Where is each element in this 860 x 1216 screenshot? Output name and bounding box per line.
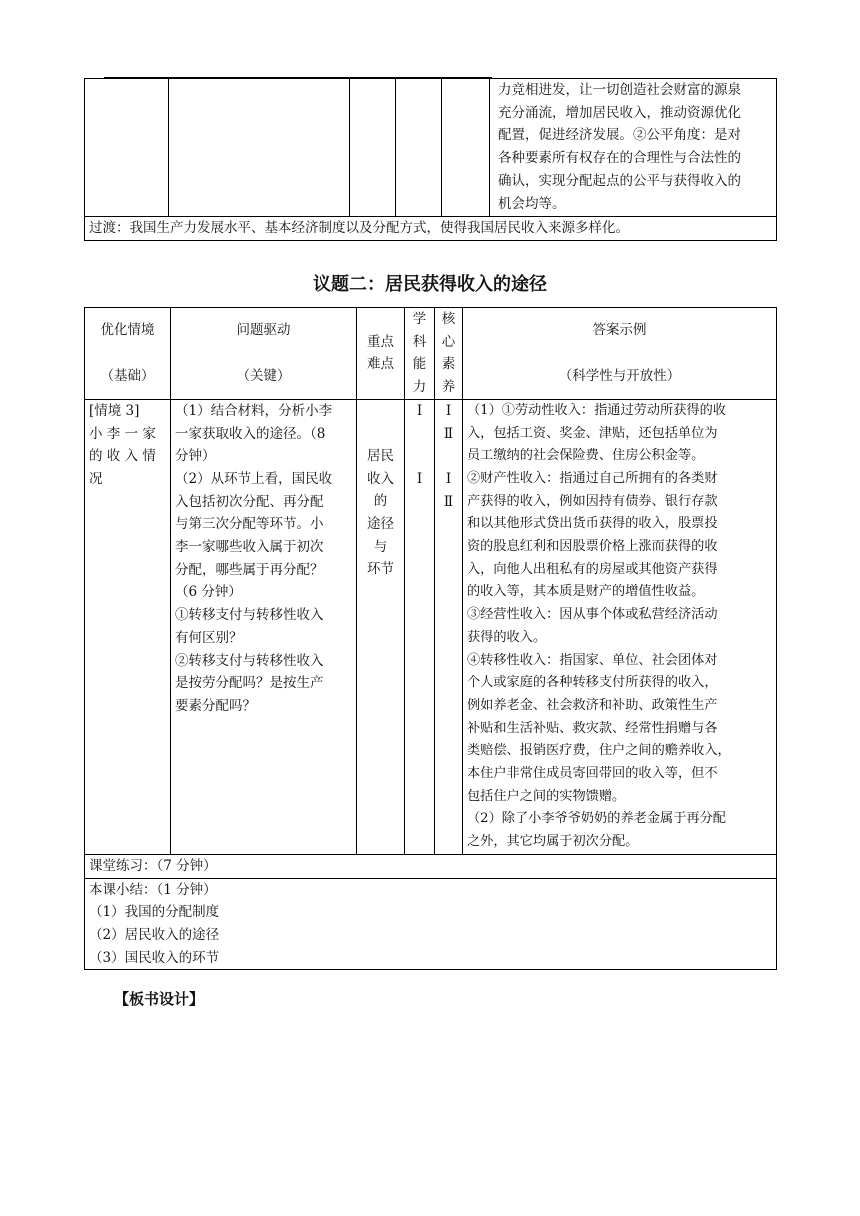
summary-item: （3）国民收入的环节	[89, 949, 220, 966]
answer-line: 类赔偿、报销医疗费，住户之间的赡养收入，	[467, 743, 731, 759]
literacy-mark: Ⅰ	[445, 402, 452, 419]
answer-line: ④转移性收入：指国家、单位、社会团体对	[467, 652, 718, 668]
header-text: 优化情境	[100, 322, 155, 339]
header-literacy	[435, 308, 463, 400]
answer-line: 资的股息红利和因股票价格上涨而获得的收	[467, 539, 718, 555]
header-text: 力	[412, 379, 427, 396]
question-line: ②转移支付与转移性收入	[175, 652, 324, 669]
header-text: （科学性与开放性）	[558, 367, 681, 384]
header-text: 重点	[367, 333, 394, 350]
question-line: 是按劳分配吗？是按生产	[175, 675, 324, 692]
answer-line: ②财产性收入：指通过自己所拥有的各类财	[467, 470, 718, 486]
header-text: 能	[412, 356, 427, 373]
header-text: 素	[441, 356, 456, 373]
header-key-points	[357, 308, 405, 400]
literacy-mark: Ⅱ	[443, 425, 454, 442]
answer-line: 机会均等。	[498, 195, 566, 212]
literacy-mark: Ⅱ	[443, 493, 454, 510]
answer-line: 确认，实现分配起点的公平与获得收入的	[498, 172, 741, 189]
situation-line: 的 收 入 情	[89, 448, 156, 465]
header-text: 养	[441, 379, 456, 396]
key-point-line: 的	[373, 493, 388, 510]
header-text: 问题驱动	[236, 322, 291, 339]
practice-row: 课堂练习：（7 分钟）	[85, 854, 777, 878]
header-text: （基础）	[100, 367, 155, 384]
header-text: 科	[412, 333, 427, 350]
answer-line: ③经营性收入：因从事个体或私营经济活动	[467, 607, 718, 623]
answer-line: 配置，促进经济发展。②公平角度：是对	[498, 127, 741, 144]
header-text: 心	[441, 333, 456, 350]
header-question	[171, 308, 357, 400]
cell-empty-1	[85, 79, 169, 217]
answer-line: 获得的收入。	[467, 629, 547, 645]
question-line: （6 分钟）	[175, 584, 242, 601]
question-line: 分配，哪些属于再分配？	[175, 561, 324, 578]
question-line: 分钟）	[175, 448, 216, 465]
literacy-mark: Ⅰ	[445, 470, 452, 487]
answer-line: （1）①劳动性收入：指通过劳动所获得的收	[467, 402, 726, 418]
answer-line: 充分涌流，增加居民收入，推动资源优化	[498, 104, 741, 121]
answer-line: 例如养老金、社会救济和补助、政策性生产	[467, 697, 718, 713]
key-point-line: 环节	[367, 561, 394, 578]
question-line: 李一家哪些收入属于初次	[175, 539, 324, 556]
header-answer	[463, 308, 777, 400]
header-text: 学	[412, 311, 427, 327]
question-cell	[171, 399, 357, 854]
summary-title: 本课小结：（1 分钟）	[89, 881, 217, 898]
cell-empty-2	[169, 79, 350, 217]
key-point-line: 途径	[367, 515, 394, 532]
key-point-line: 收入	[367, 470, 394, 487]
header-ability	[405, 308, 435, 400]
transition-text: 过渡：我国生产力发展水平、基本经济制度以及分配方式，使得我国居民收入来源多样化。	[85, 217, 777, 241]
situation-line: [情境 3]	[89, 402, 140, 419]
section-title: 议题二：居民获得收入的途径	[313, 274, 547, 295]
continued-answer-cell	[490, 79, 777, 217]
summary-item: （1）我国的分配制度	[89, 904, 220, 921]
header-text: 核	[441, 311, 456, 327]
ability-cell	[405, 399, 435, 854]
header-text: 难点	[367, 356, 394, 373]
cell-empty-4	[396, 79, 442, 217]
continued-table	[84, 78, 777, 241]
answer-line: 力竞相进发，让一切创造社会财富的源泉	[498, 82, 741, 98]
answer-line: 和以其他形式贷出货币获得的收入，股票投	[467, 516, 718, 532]
situation-line: 小 李 一 家	[89, 425, 156, 442]
key-point-line: 居民	[367, 447, 394, 464]
literacy-cell	[435, 399, 463, 854]
answer-line: 各种要素所有权存在的合理性与合法性的	[498, 150, 741, 167]
answer-line: 员工缴纳的社会保险费、住房公积金等。	[467, 448, 705, 464]
board-design-heading: 【板书设计】	[114, 990, 205, 1008]
answer-line: 本住户非常住成员寄回带回的收入等，但不	[467, 766, 718, 782]
question-line: 与第三次分配等环节。小	[175, 516, 324, 533]
answer-line: （2）除了小李爷爷奶奶的养老金属于再分配	[467, 811, 726, 827]
question-line: 一家获取收入的途径。（8	[175, 425, 326, 442]
answer-line: 个人或家庭的各种转移支付所获得的收入，	[467, 675, 718, 691]
ability-mark: Ⅰ	[416, 470, 423, 487]
situation-cell	[85, 399, 171, 854]
question-line: （1）结合材料，分析小李	[175, 402, 333, 419]
answer-cell	[463, 399, 777, 854]
question-line: 入包括初次分配、再分配	[175, 493, 324, 510]
key-points-cell	[357, 399, 405, 854]
header-situation	[85, 308, 171, 400]
answer-line: 补贴和生活补贴、救灾款、经常性捐赠与各	[467, 720, 718, 736]
cell-empty-3	[350, 79, 396, 217]
question-line: （2）从环节上看，国民收	[175, 470, 333, 487]
question-line: 要素分配吗？	[175, 697, 256, 714]
ability-mark: Ⅰ	[416, 402, 423, 419]
summary-row	[85, 878, 777, 970]
summary-item: （2）居民收入的途径	[89, 926, 220, 943]
cell-empty-5	[442, 79, 490, 217]
answer-line: 入，向他人出租私有的房屋或其他资产获得	[467, 561, 718, 577]
question-line: 有何区别？	[175, 629, 243, 646]
header-text: （关键）	[236, 367, 291, 384]
situation-line: 况	[89, 470, 103, 487]
key-point-line: 与	[373, 538, 388, 555]
header-text: 答案示例	[592, 322, 647, 339]
question-line: ①转移支付与转移性收入	[175, 607, 324, 624]
answer-line: 之外，其它均属于初次分配。	[467, 834, 639, 850]
answer-line: 产获得的收入，例如因持有债券、银行存款	[467, 493, 718, 509]
lesson-table	[84, 307, 777, 970]
answer-line: 入，包括工资、奖金、津贴，还包括单位为	[467, 425, 718, 441]
answer-line: 的收入等，其本质是财产的增值性收益。	[467, 584, 705, 600]
answer-line: 包括住户之间的实物馈赠。	[467, 788, 626, 804]
